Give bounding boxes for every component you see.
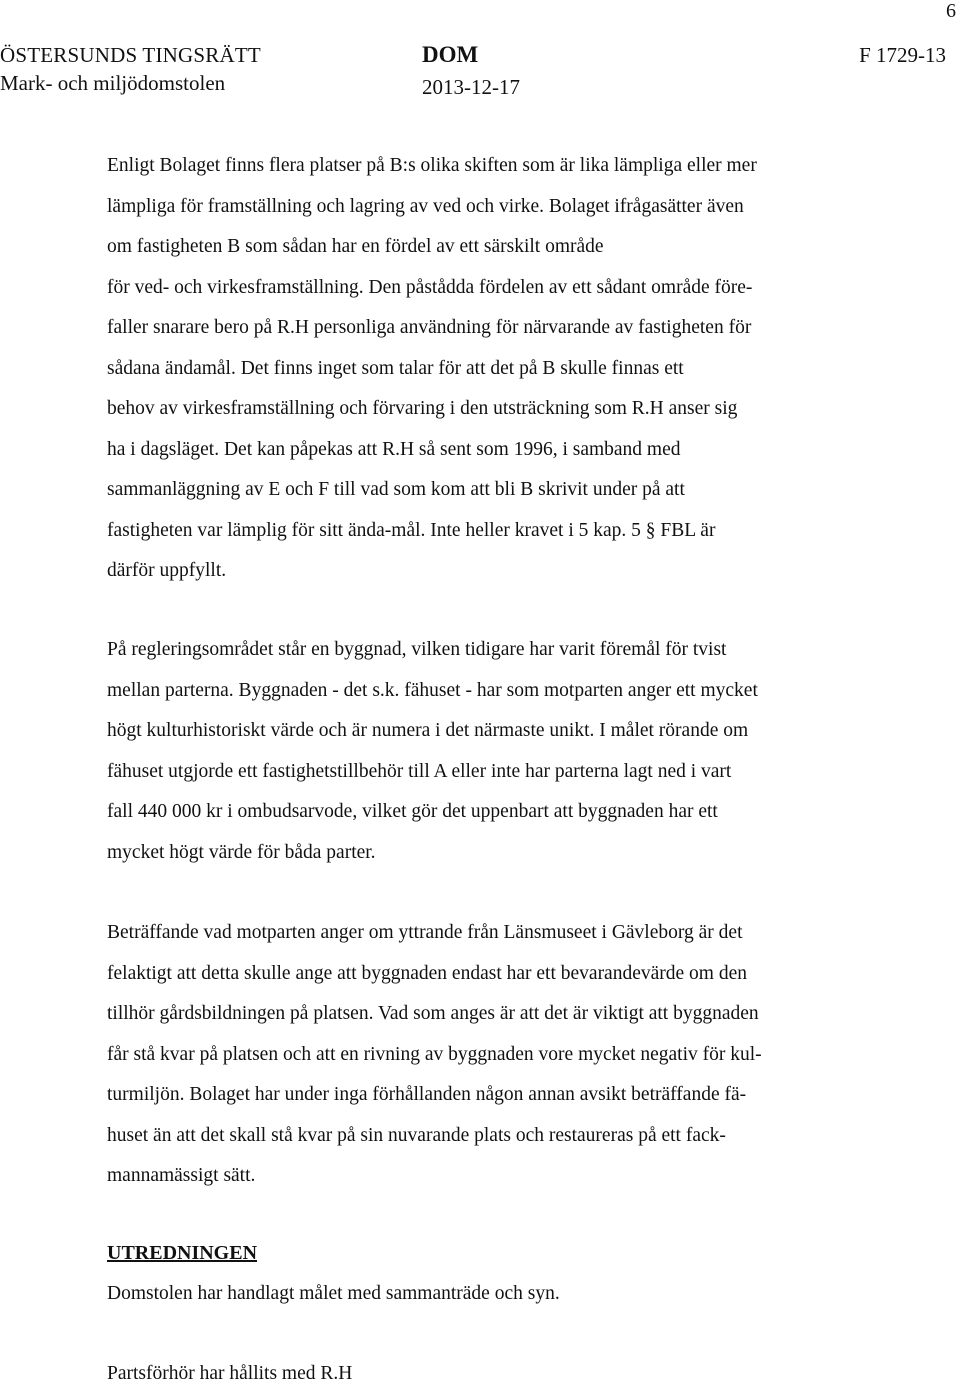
section-text-line: Domstolen har handlagt målet med sammanträde och syn. [107, 1283, 560, 1304]
document-type: DOM [422, 42, 479, 67]
text-line: Beträffande vad motparten anger om yttrande från Länsmuseet i Gävleborg är det [107, 922, 743, 943]
text-line: mannamässigt sätt. [107, 1165, 256, 1186]
text-line: får stå kvar på platsen och att en rivning av byggnaden vore mycket negativ för kul- [107, 1043, 762, 1065]
section-text-line: Partsförhör har hållits med R.H [107, 1363, 353, 1384]
text-line: mellan parterna. Byggnaden - det s.k. fähuset - har som motparten anger ett mycket [107, 679, 758, 701]
text-line: turmiljön. Bolaget har under inga förhållanden någon annan avsikt beträffande fä- [107, 1084, 747, 1105]
text-line: Enligt Bolaget finns flera platser på B:s olika skiften som är lika lämpliga eller mer [107, 155, 757, 176]
page-number: 6 [946, 0, 956, 22]
document-date: 2013-12-17 [422, 75, 520, 99]
text-line: fähuset utgjorde ett fastighetstillbehör till A eller inte har parterna lagt ned i vart [107, 760, 732, 782]
court-name: ÖSTERSUNDS TINGSRÄTT [0, 43, 261, 67]
court-division: Mark- och miljödomstolen [0, 71, 226, 95]
text-line: för ved- och virkesframställning. Den påstådda fördelen av ett sådant område före- [107, 276, 753, 298]
text-line: mycket högt värde för båda parter. [107, 841, 376, 863]
text-line: lämpliga för framställning och lagring av ved och virke. Bolaget ifrågasätter även [107, 195, 744, 217]
text-line: tillhör gårdsbildningen på platsen. Vad som anges är att det är viktigt att byggnaden [107, 1003, 759, 1024]
section-heading: UTREDNINGEN [107, 1242, 258, 1264]
text-line: sådana ändamål. Det finns inget som talar för att det på B skulle finnas ett [107, 357, 684, 379]
text-line: På regleringsområdet står en byggnad, vilken tidigare har varit föremål för tvist [107, 639, 727, 660]
text-line: felaktigt att detta skulle ange att byggnaden endast har ett bevarandevärde om den [107, 962, 747, 984]
paragraph-2 [107, 630, 897, 873]
paragraph-3 [107, 913, 897, 1197]
text-line: fastigheten var lämplig för sitt ända-mål. Inte heller kravet i 5 kap. 5 § FBL är [107, 519, 716, 541]
case-number: F 1729-13 [859, 43, 946, 67]
text-line: huset än att det skall stå kvar på sin nuvarande plats och restaureras på ett fack- [107, 1124, 726, 1146]
text-line: därför uppfyllt. [107, 560, 227, 581]
text-line: om fastigheten B som sådan har en fördel av ett särskilt område [107, 236, 604, 257]
text-line: faller snarare bero på R.H personliga användning för närvarande av fastigheten för [107, 317, 752, 338]
text-line: högt kulturhistoriskt värde och är numera i det närmaste unikt. I målet rörande om [107, 720, 749, 741]
text-line: fall 440 000 kr i ombudsarvode, vilket gör det uppenbart att byggnaden har ett [107, 801, 718, 822]
text-line: ha i dagsläget. Det kan påpekas att R.H så sent som 1996, i samband med [107, 438, 681, 460]
paragraph-1 [107, 146, 897, 592]
text-line: behov av virkesframställning och förvaring i den utsträckning som R.H anser sig [107, 398, 738, 419]
text-line: sammanläggning av E och F till vad som kom att bli B skrivit under på att [107, 479, 685, 500]
